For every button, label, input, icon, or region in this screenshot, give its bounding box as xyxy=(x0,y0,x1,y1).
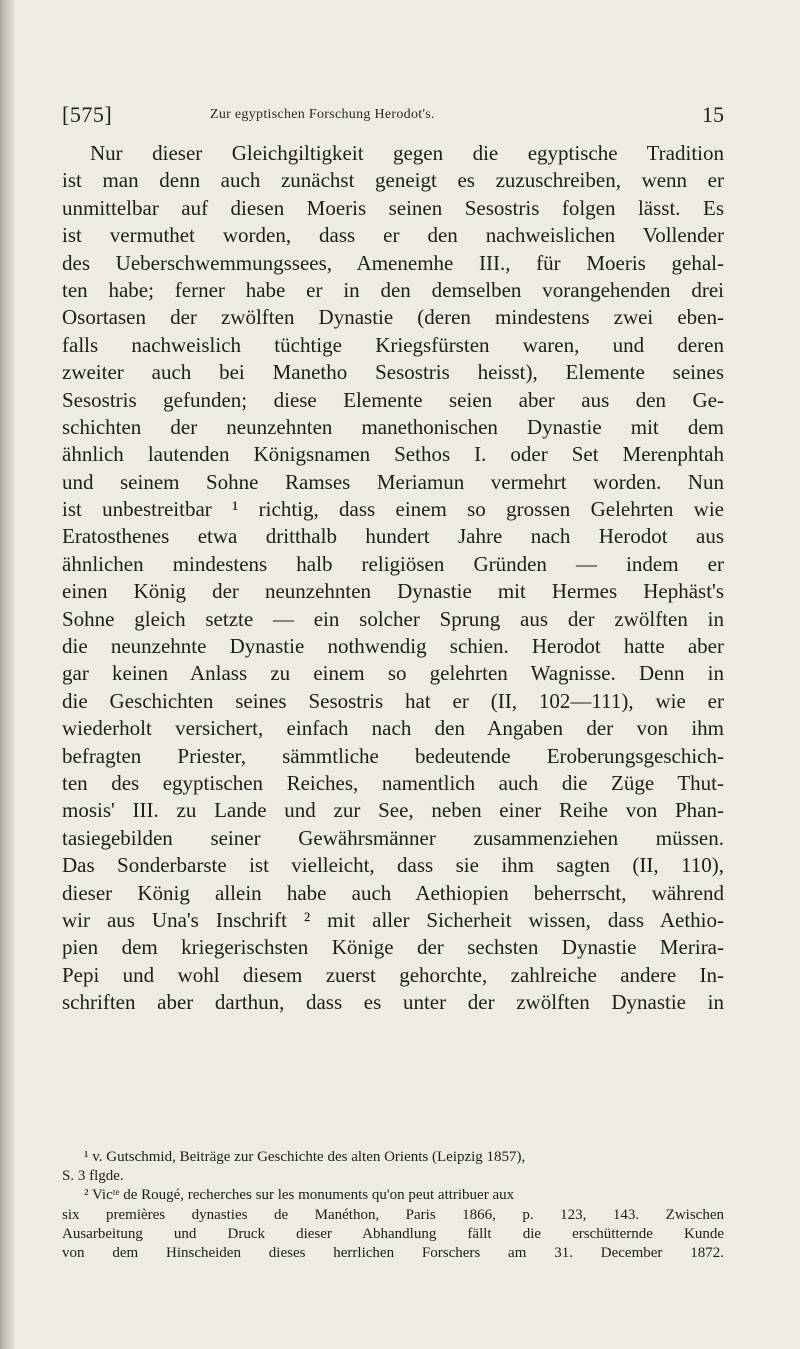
text-line: des Ueberschwemmungssees, Amenemhe III., für Moeris gehal- xyxy=(62,250,724,275)
text-line: dieser König allein habe auch Aethiopien beherrscht, während xyxy=(62,880,724,905)
text-line: Sesostris gefunden; diese Elemente seien aber aus den Ge- xyxy=(62,387,724,412)
text-line: schriften aber darthun, dass es unter der zwölften Dynastie in xyxy=(62,990,724,1015)
page-binding-edge xyxy=(0,0,14,1349)
page-reference: [575] xyxy=(62,102,113,127)
text-line: ähnlichen mindestens halb religiösen Gründen — indem er xyxy=(62,551,724,576)
text-line: die neunzehnte Dynastie nothwendig schien. Herodot hatte aber xyxy=(62,634,724,659)
text-line: falls nachweislich tüchtige Kriegsfürsten waren, und deren xyxy=(62,332,724,357)
text-line: wir aus Una's Inschrift ² mit aller Sicherheit wissen, dass Aethio- xyxy=(62,907,724,932)
page-number: 15 xyxy=(702,102,724,127)
text-line: ähnlich lautenden Königsnamen Sethos I. oder Set Merenphtah xyxy=(62,442,724,467)
footnote-2-continuation: Ausarbeitung und Druck dieser Abhandlung fällt die erschütternde Kunde xyxy=(62,1225,724,1242)
text-line: zweiter auch bei Manetho Sesostris heisst), Elemente seines xyxy=(62,360,724,385)
text-line: schichten der neunzehnten manethonischen Dynastie mit dem xyxy=(62,414,724,439)
text-line: ten des egyptischen Reiches, namentlich auch die Züge Thut- xyxy=(62,770,724,795)
text-line: ist man denn auch zunächst geneigt es zuzuschreiben, wenn er xyxy=(62,168,724,193)
footnotes xyxy=(62,1148,724,1263)
text-line: ist unbestreitbar ¹ richtig, dass einem so grossen Gelehrten wie xyxy=(62,497,724,522)
text-line: gar keinen Anlass zu einem so gelehrten Wagnisse. Denn in xyxy=(62,661,724,686)
text-line: wiederholt versichert, einfach nach den Angaben der von ihm xyxy=(62,716,724,741)
text-line: Eratosthenes etwa dritthalb hundert Jahre nach Herodot aus xyxy=(62,524,724,549)
text-line: einen König der neunzehnten Dynastie mit Hermes Hephäst's xyxy=(62,579,724,604)
text-line: Nur dieser Gleichgiltigkeit gegen die egyptische Tradition xyxy=(90,141,724,165)
text-line: unmittelbar auf diesen Moeris seinen Sesostris folgen lässt. Es xyxy=(62,195,724,220)
text-line: pien dem kriegerischsten Könige der sechsten Dynastie Merira- xyxy=(62,935,724,960)
text-line: mosis' III. zu Lande und zur See, neben einer Reihe von Phan- xyxy=(62,798,724,823)
text-line: Das Sonderbarste ist vielleicht, dass sie ihm sagten (II, 110), xyxy=(62,853,724,878)
footnote-2-continuation: six premières dynasties de Manéthon, Paris 1866, p. 123, 143. Zwischen xyxy=(62,1206,724,1223)
footnote-2: ² Vicᵗᵉ de Rougé, recherches sur les monuments qu'on peut attribuer aux xyxy=(84,1187,515,1204)
footnote-1: ¹ v. Gutschmid, Beiträge zur Geschichte des alten Orients (Leipzig 1857), xyxy=(84,1149,526,1165)
text-line: Pepi und wohl diesem zuerst gehorchte, zahlreiche andere In- xyxy=(62,962,724,987)
footnote-1-continuation: S. 3 flgde. xyxy=(62,1168,124,1185)
text-line: ist vermuthet worden, dass er den nachweislichen Vollender xyxy=(62,223,724,248)
text-line: Osortasen der zwölften Dynastie (deren mindestens zwei eben- xyxy=(62,305,724,330)
text-line: befragten Priester, sämmtliche bedeutende Eroberungsgeschich- xyxy=(62,743,724,768)
page-header xyxy=(62,100,724,134)
text-line: und seinem Sohne Ramses Meriamun vermehrt worden. Nun xyxy=(62,469,724,494)
text-line: die Geschichten seines Sesostris hat er (II, 102—111), wie er xyxy=(62,688,724,713)
text-line: Sohne gleich setzte — ein solcher Sprung aus der zwölften in xyxy=(62,606,724,631)
running-title: Zur egyptischen Forschung Herodot's. xyxy=(210,107,435,122)
body-text xyxy=(62,140,724,1017)
text-line: ten habe; ferner habe er in den demselben vorangehenden drei xyxy=(62,277,724,302)
footnote-2-continuation: von dem Hinscheiden dieses herrlichen Forschers am 31. December 1872. xyxy=(62,1244,724,1261)
text-line: tasiegebilden seiner Gewährsmänner zusammenziehen müssen. xyxy=(62,825,724,850)
